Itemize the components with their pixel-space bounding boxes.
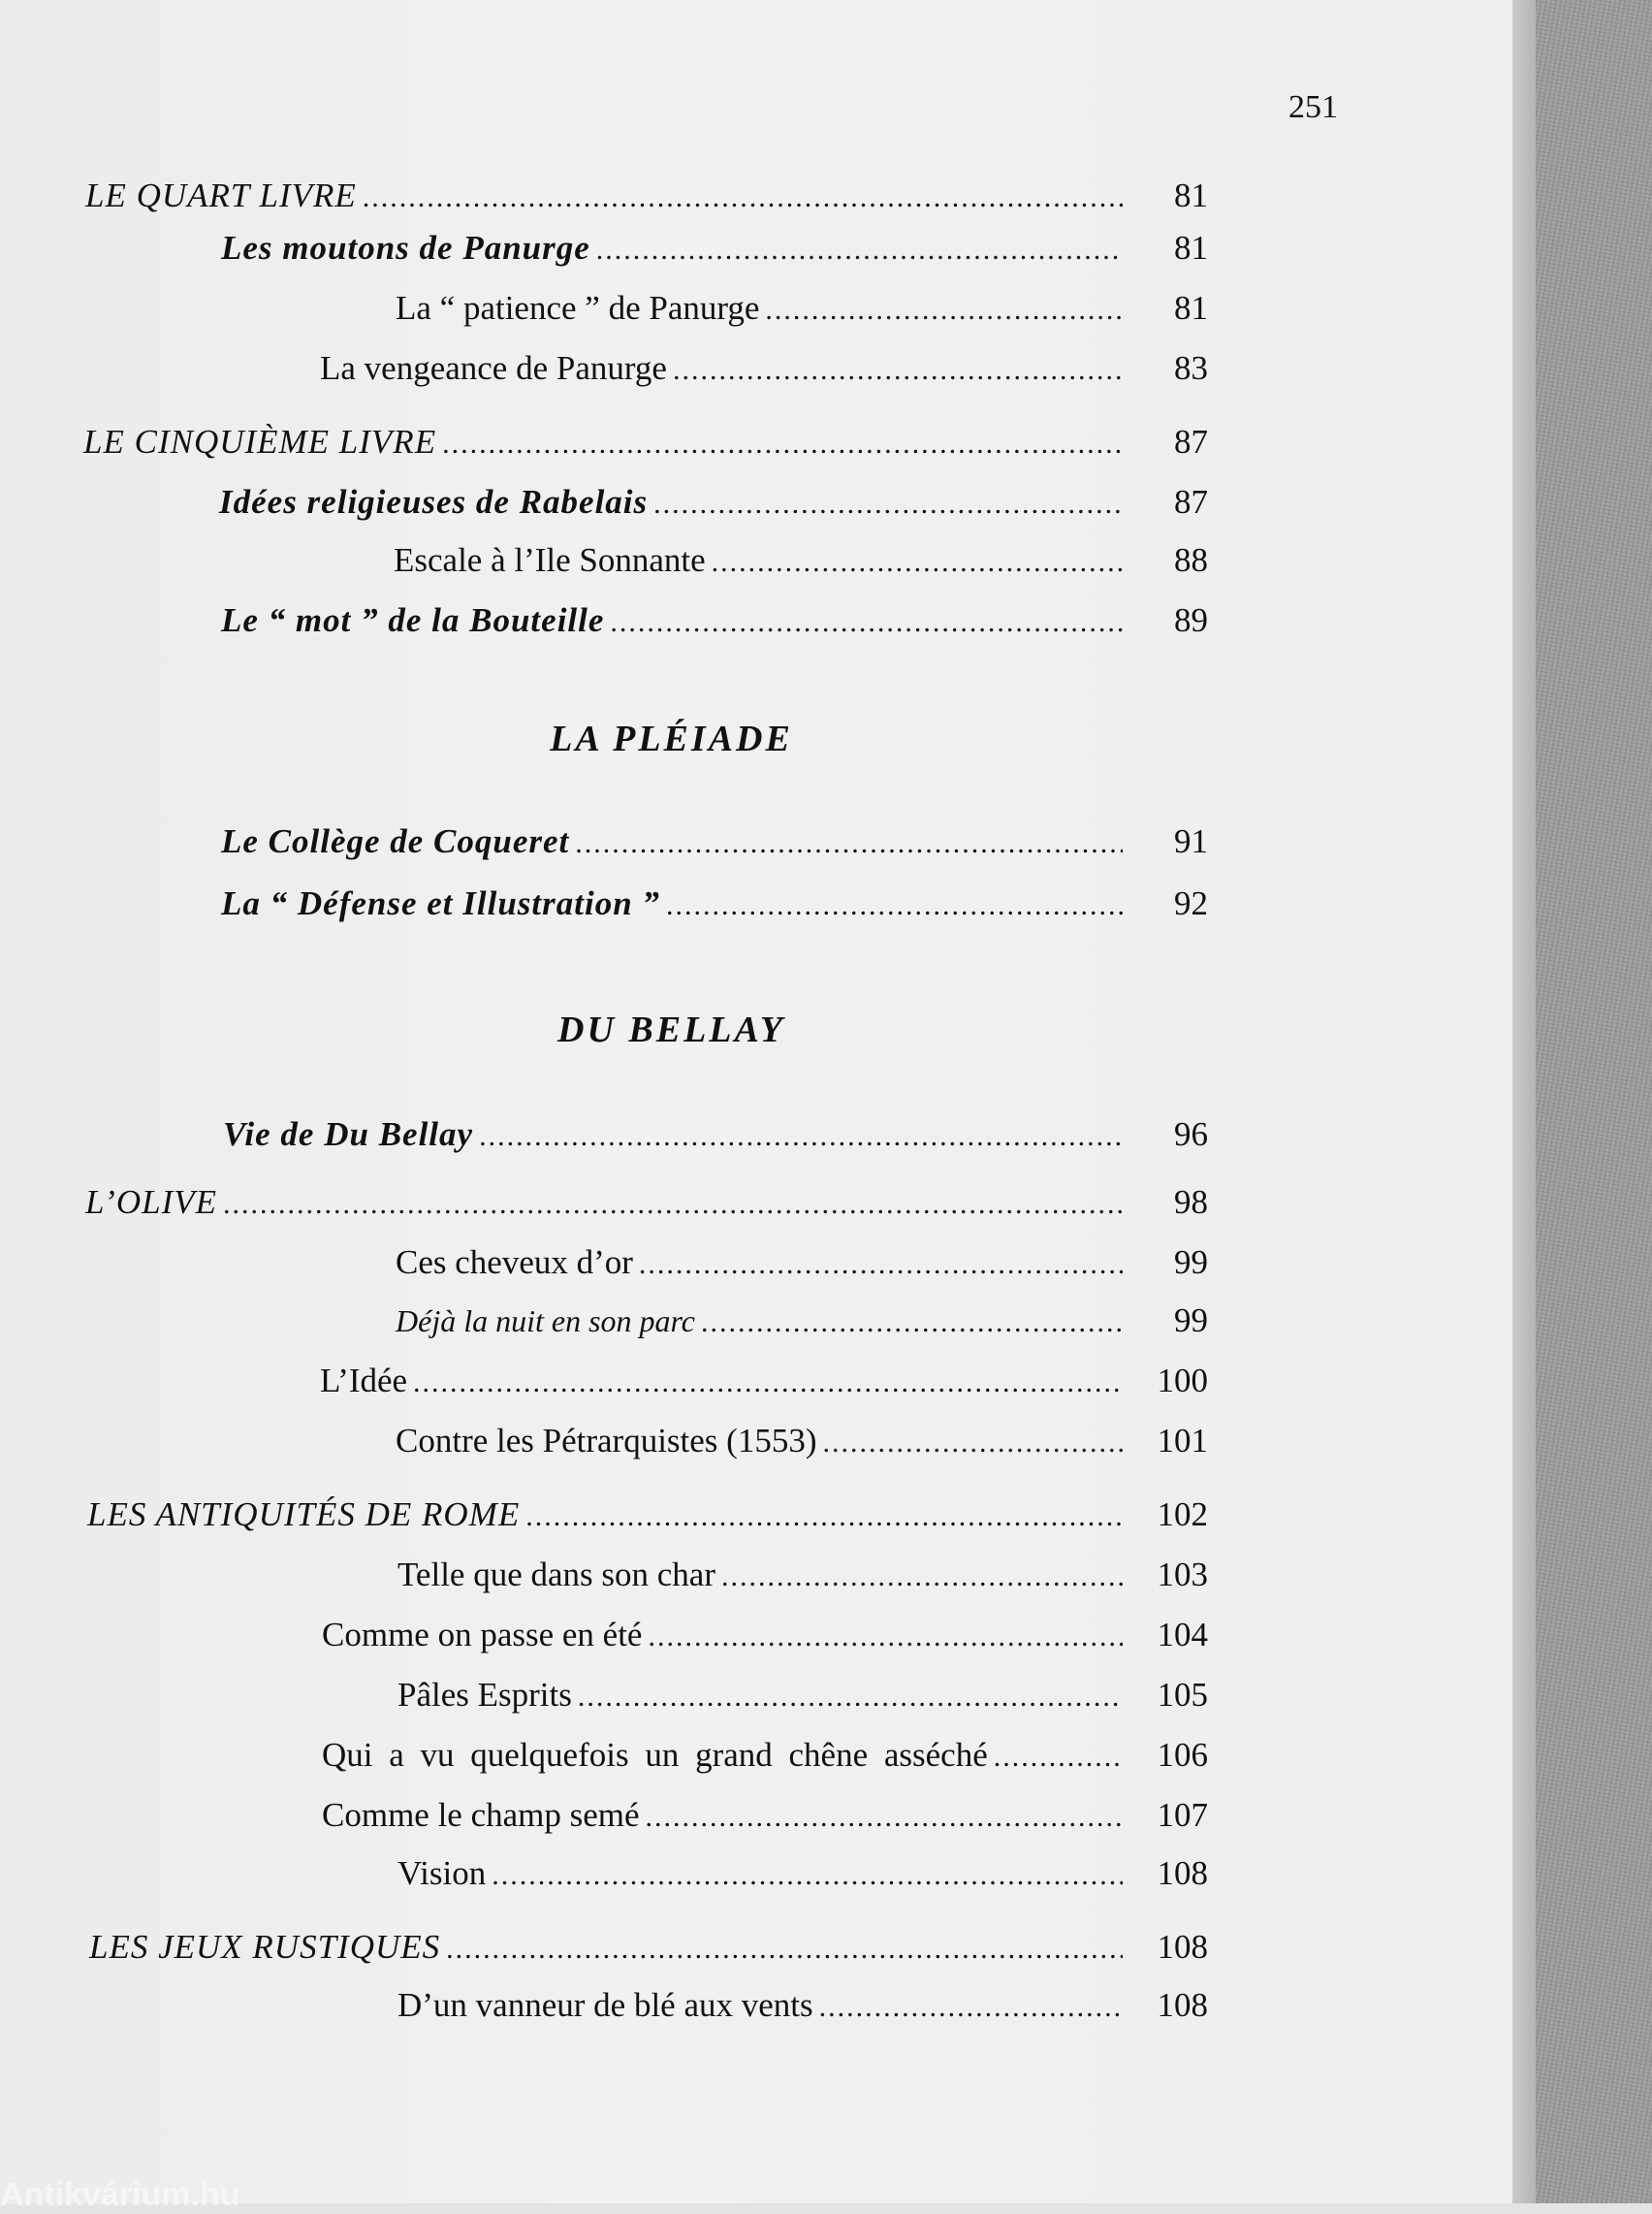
toc-entry-comme-on-passe bbox=[322, 1616, 1208, 1664]
toc-entry-title: Les moutons de Panurge bbox=[221, 229, 590, 267]
leader-dots bbox=[363, 181, 1123, 214]
leader-dots bbox=[596, 234, 1123, 267]
toc-entry-page: 99 bbox=[1174, 1243, 1208, 1281]
toc-entry-vision bbox=[397, 1854, 1208, 1903]
toc-entry-title: La “ patience ” de Panurge bbox=[396, 289, 760, 327]
toc-entry-page: 100 bbox=[1157, 1362, 1208, 1399]
toc-entry-title: Escale à l’Ile Sonnante bbox=[394, 541, 706, 579]
leader-dots bbox=[492, 1859, 1123, 1892]
leader-dots bbox=[578, 1681, 1123, 1714]
leader-dots bbox=[653, 488, 1123, 521]
section-heading-pleiade: LA PLÉIADE bbox=[550, 719, 793, 759]
toc-entry-champ-seme bbox=[322, 1796, 1208, 1845]
toc-entry-quart-livre bbox=[85, 176, 1208, 225]
toc-entry-page: 98 bbox=[1174, 1183, 1208, 1221]
toc-entry-page: 101 bbox=[1157, 1422, 1208, 1460]
toc-entry-idee bbox=[320, 1362, 1208, 1410]
toc-entry-title: LES ANTIQUITÉS DE ROME bbox=[87, 1495, 521, 1533]
leader-dots bbox=[823, 1427, 1124, 1460]
toc-entry-page: 91 bbox=[1174, 822, 1208, 860]
toc-entry-title: Le “ mot ” de la Bouteille bbox=[221, 601, 605, 639]
toc-entry-jeux-rustiques bbox=[89, 1928, 1208, 1976]
leader-dots bbox=[648, 1620, 1123, 1653]
toc-entry-title: Comme le champ semé bbox=[322, 1796, 640, 1834]
toc-entry-cinquieme-livre bbox=[83, 423, 1208, 471]
toc-entry-title: Idées religieuses de Rabelais bbox=[219, 483, 649, 521]
toc-entry-antiquites-rome bbox=[87, 1495, 1208, 1544]
toc-entry-page: 106 bbox=[1157, 1736, 1208, 1774]
toc-entry-pales-esprits bbox=[397, 1676, 1208, 1724]
toc-entry-deja-la-nuit bbox=[396, 1301, 1208, 1350]
leader-dots bbox=[639, 1248, 1123, 1281]
leader-dots bbox=[575, 827, 1123, 860]
toc-entry-title: Qui a vu quelquefois un grand chêne asséché bbox=[322, 1736, 988, 1774]
toc-entry-title: Déjà la nuit en son parc bbox=[396, 1303, 695, 1338]
toc-entry-page: 87 bbox=[1174, 423, 1208, 461]
toc-entry-page: 92 bbox=[1174, 884, 1208, 922]
toc-entry-page: 107 bbox=[1157, 1796, 1208, 1834]
leader-dots bbox=[673, 354, 1123, 387]
toc-entry-title: La “ Défense et Illustration ” bbox=[221, 884, 660, 922]
leader-dots bbox=[479, 1120, 1123, 1153]
toc-entry-mot-bouteille bbox=[221, 601, 1208, 650]
toc-entry-title: Pâles Esprits bbox=[397, 1676, 572, 1714]
toc-entry-title: LES JEUX RUSTIQUES bbox=[89, 1928, 441, 1966]
toc-entry-title: L’OLIVE bbox=[85, 1183, 217, 1221]
leader-dots bbox=[819, 1991, 1123, 2024]
toc-entry-title: D’un vanneur de blé aux vents bbox=[397, 1986, 813, 2024]
toc-entry-page: 108 bbox=[1157, 1986, 1208, 2024]
toc-entry-page: 96 bbox=[1174, 1115, 1208, 1153]
toc-entry-idees-religieuses bbox=[219, 483, 1208, 531]
leader-dots bbox=[646, 1801, 1123, 1834]
toc-entry-escale bbox=[394, 541, 1208, 590]
toc-entry-title: Comme on passe en été bbox=[322, 1616, 643, 1653]
toc-entry-page: 105 bbox=[1157, 1676, 1208, 1714]
toc-entry-page: 108 bbox=[1157, 1928, 1208, 1966]
toc-entry-page: 108 bbox=[1157, 1854, 1208, 1892]
toc-entry-cheveux-or bbox=[396, 1243, 1208, 1292]
toc-entry-title: Telle que dans son char bbox=[397, 1556, 715, 1593]
leader-dots bbox=[701, 1306, 1123, 1339]
toc-entry-page: 89 bbox=[1174, 601, 1208, 639]
section-heading-du-bellay: DU BELLAY bbox=[557, 1010, 785, 1050]
toc-entry-title: Vision bbox=[397, 1854, 487, 1892]
leader-dots bbox=[442, 428, 1123, 461]
toc-entry-page: 99 bbox=[1174, 1301, 1208, 1339]
toc-entry-title: Le Collège de Coqueret bbox=[221, 822, 570, 860]
toc-entry-page: 83 bbox=[1174, 349, 1208, 387]
toc-entry-patience bbox=[396, 289, 1208, 337]
leader-dots bbox=[223, 1188, 1123, 1221]
leader-dots bbox=[712, 546, 1123, 579]
toc-entry-page: 87 bbox=[1174, 483, 1208, 521]
leader-dots bbox=[666, 889, 1123, 922]
toc-entry-page: 88 bbox=[1174, 541, 1208, 579]
toc-entry-grand-chene bbox=[322, 1736, 1208, 1784]
leader-dots bbox=[610, 606, 1123, 639]
toc-entry-title: Contre les Pétrarquistes (1553) bbox=[396, 1422, 817, 1460]
leader-dots bbox=[446, 1933, 1123, 1966]
leader-dots bbox=[765, 294, 1123, 327]
toc-entry-page: 81 bbox=[1174, 229, 1208, 267]
page-number: 251 bbox=[1288, 89, 1338, 125]
toc-entry-college-coqueret bbox=[221, 822, 1208, 871]
toc-entry-vengeance bbox=[320, 349, 1208, 398]
toc-entry-page: 102 bbox=[1157, 1495, 1208, 1533]
toc-entry-title: LE CINQUIÈME LIVRE bbox=[83, 423, 437, 461]
leader-dots bbox=[525, 1500, 1123, 1533]
leader-dots bbox=[721, 1560, 1123, 1593]
book-cover-edge bbox=[1536, 0, 1652, 2203]
toc-entry-telle-que bbox=[397, 1556, 1208, 1604]
toc-entry-vie-du-bellay bbox=[223, 1115, 1208, 1164]
toc-entry-title: La vengeance de Panurge bbox=[320, 349, 667, 387]
leader-dots bbox=[994, 1741, 1123, 1774]
toc-entry-olive bbox=[85, 1183, 1208, 1232]
toc-entry-moutons bbox=[221, 229, 1208, 277]
page-gutter bbox=[1512, 0, 1536, 2203]
toc-entry-title: LE QUART LIVRE bbox=[85, 176, 357, 214]
watermark: Antikvárium.hu bbox=[0, 2176, 240, 2213]
toc-entry-page: 103 bbox=[1157, 1556, 1208, 1593]
toc-entry-title: L’Idée bbox=[320, 1362, 408, 1399]
toc-entry-defense-illustration bbox=[221, 884, 1208, 933]
toc-entry-title: Vie de Du Bellay bbox=[223, 1115, 474, 1153]
toc-entry-vanneur bbox=[397, 1986, 1208, 2035]
leader-dots bbox=[413, 1366, 1123, 1399]
toc-entry-page: 81 bbox=[1174, 289, 1208, 327]
toc-entry-petrarquistes bbox=[396, 1422, 1208, 1470]
toc-entry-page: 81 bbox=[1174, 176, 1208, 214]
toc-entry-title: Ces cheveux d’or bbox=[396, 1243, 633, 1281]
toc-entry-page: 104 bbox=[1157, 1616, 1208, 1653]
